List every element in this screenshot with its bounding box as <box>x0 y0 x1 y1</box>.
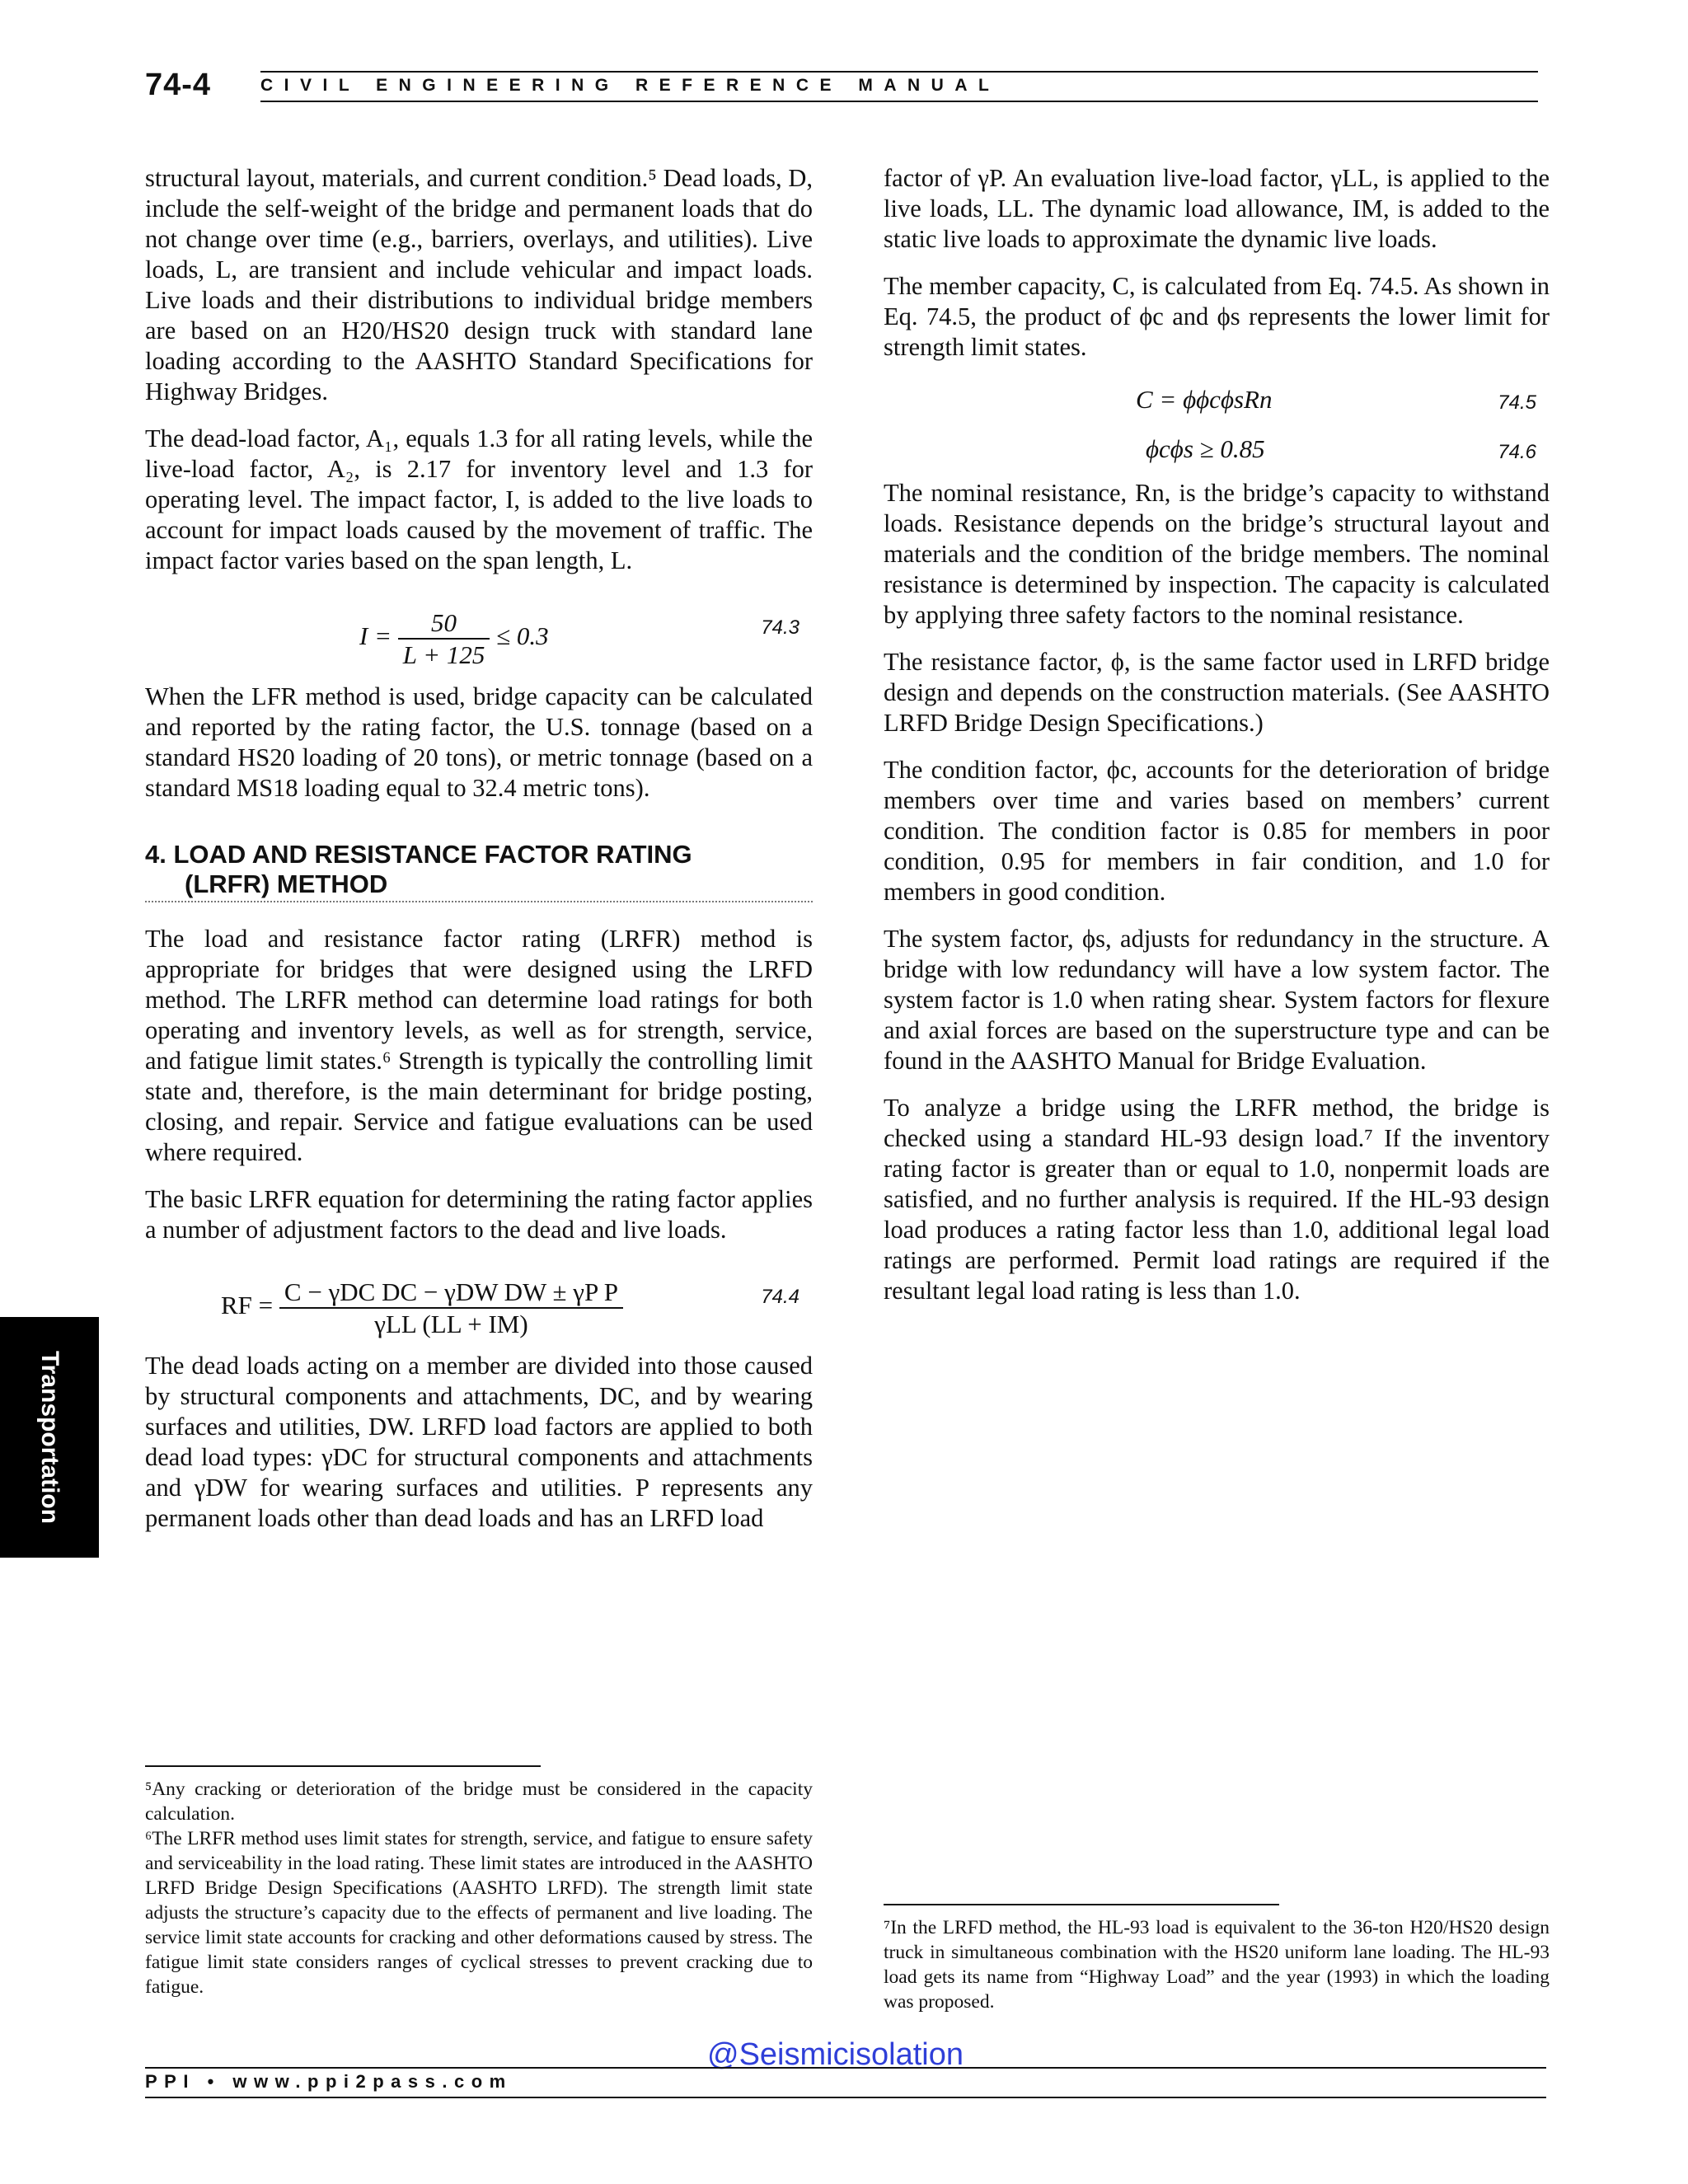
footnotes-right <box>884 1904 1550 2014</box>
equation-74-3 <box>145 593 813 669</box>
equation-74-5-expression: C = ϕϕcϕsRn <box>1136 385 1273 414</box>
equation-74-4 <box>145 1262 813 1338</box>
equation-74-4-number: 74.4 <box>761 1286 799 1308</box>
left-column <box>145 163 813 1550</box>
left-paragraph-1: structural layout, materials, and current condition.⁵ Dead loads, D, include the self-weight of the bridge and permanent loads that do not change over time (e.g., barriers, overlays, and utilities). Live loads, L, are transient and include vehicular and impact loads. Live loads and their distributions to individual bridge members are based on an H20/HS20 design truck with standard lane loading according to the AASHTO Standard Specifications for Highway Bridges. <box>145 164 813 405</box>
page-footer <box>145 2067 1546 2100</box>
footnotes-left <box>145 1765 813 1999</box>
equation-74-6-expression: ϕcϕs ≥ 0.85 <box>1146 434 1265 463</box>
left-paragraph-4: The load and resistance factor rating (LRFR) method is appropriate for bridges that were designed using the LRFD method. The LRFR method can determine load ratings for both operating and inventory levels, as well as for strength, service, and fatigue limit states.⁶ Strength is typically the controlling limit state and, therefore, is the main determinant for bridge posting, closing, and repair. Service and fatigue evaluations can be used where required. <box>145 925 813 1166</box>
section-heading <box>145 840 813 902</box>
side-tab-label: Transportation <box>36 1350 63 1525</box>
footnote-5: ⁵Any cracking or deterioration of the bridge must be considered in the capacity calculation. <box>145 1779 813 1825</box>
page-header <box>145 68 1546 105</box>
equation-74-3-denominator: L + 125 <box>402 640 485 669</box>
page-number: 74-4 <box>145 68 212 102</box>
footer-rule-bottom <box>145 2097 1546 2098</box>
left-paragraph-2: The dead-load factor, A₁, equals 1.3 for all rating levels, while the live-load factor, A₂, is 2.17 for inventory level and 1.3 for operating level. The impact factor, I, is added to the live loads to account for impact loads caused by the movement of traffic. The impact factor varies based on the span length, L. <box>145 424 813 574</box>
footnote-rule <box>145 1765 541 1767</box>
footer-text: PPI • www.ppi2pass.com <box>145 2071 513 2092</box>
equation-74-3-lhs: I = <box>359 621 392 651</box>
right-paragraph-1: factor of γP. An evaluation live-load factor, γLL, is applied to the live loads, LL. The dynamic load allowance, IM, is added to the static live loads to approximate the dynamic live loads. <box>884 164 1550 253</box>
right-paragraph-3: The nominal resistance, Rn, is the bridge’s capacity to withstand loads. Resistance depends on the bridge’s structural layout and materials and the condition of the bridge members. The nominal resistance is determined by inspection. The capacity is calculated by applying three safety factors to the nominal resistance. <box>884 479 1550 629</box>
header-rule-bottom <box>260 101 1538 102</box>
right-paragraph-5: The condition factor, ϕc, accounts for the deterioration of bridge members over time and varies based on members’ current condition. The condition factor is 0.85 for members in poor condition, 0.95 for members in fair condition, and 1.0 for members in good condition. <box>884 756 1550 906</box>
right-paragraph-6: The system factor, ϕs, adjusts for redundancy in the structure. A bridge with low redundancy will have a low system factor. The system factor is 1.0 when rating shear. System factors for flexure and axial forces are based on the superstructure type and can be found in the AASHTO Manual for Bridge Evaluation. <box>884 925 1550 1075</box>
equation-74-3-numerator: 50 <box>398 607 490 640</box>
equation-74-4-denominator: γLL (LL + IM) <box>374 1310 528 1338</box>
watermark: @Seismicisolation <box>707 2037 964 2072</box>
equation-74-4-expression <box>221 1277 623 1339</box>
left-paragraph-3: When the LFR method is used, bridge capacity can be calculated and reported by the rating factor, the U.S. tonnage (based on a standard HS20 loading of 20 tons), or metric tonnage (based on a standard MS18 loading equal to 32.4 metric tons). <box>145 682 813 802</box>
right-paragraph-4: The resistance factor, ϕ, is the same factor used in LRFD bridge design and depends on the construction materials. (See AASHTO LRFD Bridge Design Specifications.) <box>884 648 1550 737</box>
header-rule-top <box>260 71 1538 73</box>
equation-74-3-expression <box>359 607 549 670</box>
equation-74-4-lhs: RF = <box>221 1291 274 1320</box>
left-paragraph-5: The basic LRFR equation for determining the rating factor applies a number of adjustment factors to the dead and live loads. <box>145 1185 813 1244</box>
equation-74-4-numerator: C − γDC DC − γDW DW ± γP P <box>279 1277 623 1309</box>
footnote-6: ⁶The LRFR method uses limit states for strength, service, and fatigue to ensure safety and serviceability in the load rating. These limit states are introduced in the AASHTO LRFD Bridge Design Specifications (AASHTO LRFD). The strength limit state adjusts the structure’s capacity due to the effects of permanent and live loading. The service limit state accounts for cracking and other deformations caused by stress. The fatigue limit state considers ranges of cyclical stresses to prevent cracking due to fatigue. <box>145 1828 813 1998</box>
equation-74-5 <box>884 379 1550 422</box>
equation-74-6-number: 74.6 <box>1498 441 1536 463</box>
right-paragraph-2: The member capacity, C, is calculated from Eq. 74.5. As shown in Eq. 74.5, the product of ϕc and ϕs represents the lower limit for strength limit states. <box>884 272 1550 361</box>
side-tab <box>0 1317 99 1558</box>
equation-74-6 <box>884 429 1550 471</box>
equation-74-3-fraction <box>398 607 490 670</box>
footnote-7: ⁷In the LRFD method, the HL-93 load is equivalent to the 36-ton H20/HS20 design truck in simultaneous combination with the HS20 uniform lane loading. The HL-93 load gets its name from “Highway Load” and the year (1993) in which the loading was proposed. <box>884 1917 1550 2013</box>
footnote-rule <box>884 1904 1279 1905</box>
section-heading-line-1: 4. LOAD AND RESISTANCE FACTOR RATING <box>145 840 692 869</box>
left-paragraph-6: The dead loads acting on a member are divided into those caused by structural components and attachments, DC, and by wearing surfaces and utilities, DW. LRFD load factors are applied to both dead load types: γDC for structural components and attachments and γDW for wearing surfaces and utilities. P represents any permanent loads other than dead loads and has an LRFD load <box>145 1352 813 1532</box>
equation-74-5-number: 74.5 <box>1498 391 1536 414</box>
equation-74-4-fraction <box>279 1277 623 1339</box>
footer-rule-top <box>145 2067 1546 2069</box>
running-title: CIVIL ENGINEERING REFERENCE MANUAL <box>260 76 1001 95</box>
equation-74-3-rhs: ≤ 0.3 <box>496 621 549 651</box>
right-paragraph-7: To analyze a bridge using the LRFR method, the bridge is checked using a standard HL-93 design load.⁷ If the inventory rating factor is greater than or equal to 1.0, nonpermit loads are satisfied, and no further analysis is required. If the HL-93 design load produces a rating factor less than 1.0, additional legal load ratings are performed. Permit load ratings are required if the resultant legal load rating is less than 1.0. <box>884 1094 1550 1305</box>
equation-74-3-number: 74.3 <box>761 616 799 639</box>
right-column <box>884 163 1550 1323</box>
section-heading-line-2: (LRFR) METHOD <box>185 869 388 898</box>
